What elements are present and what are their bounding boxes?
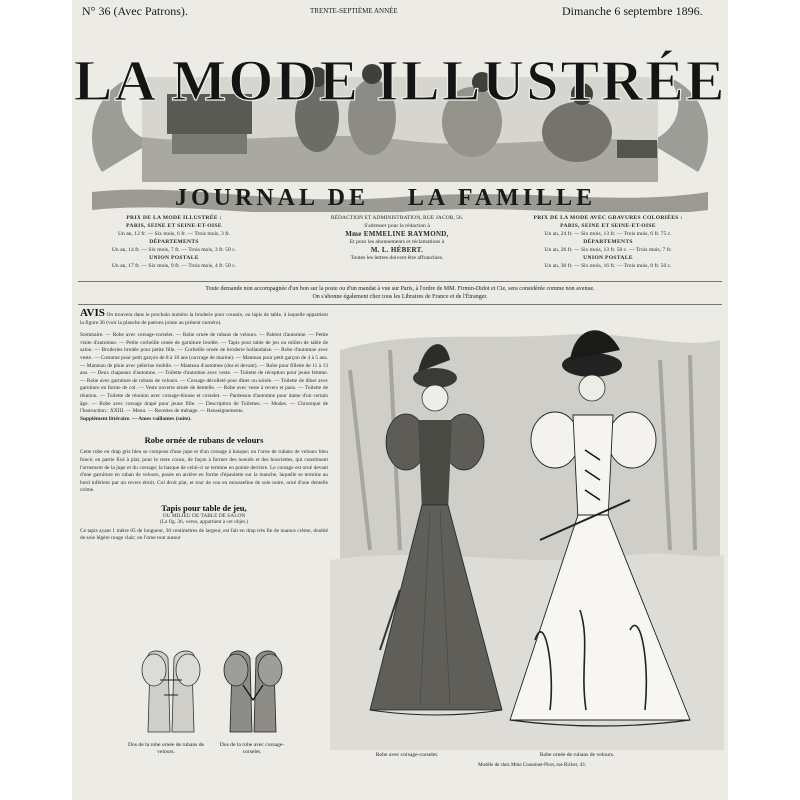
- sub-right-sub2: DÉPARTEMENTS: [583, 239, 633, 245]
- sub-left-heading: PRIX DE LA MODE ILLUSTRÉE :: [126, 215, 222, 221]
- caption-fig-left: Robe avec corsage-corselet.: [375, 752, 439, 758]
- left-column: [80, 307, 328, 543]
- caption-fig-right: Robe ornée de rubans de velours.: [539, 752, 615, 758]
- sub-right-line3: Un an, 30 fr. — Six mois, 16 fr. — Trois mois, 8 fr. 50 c.: [544, 263, 672, 269]
- sub-left-line3: Un an, 17 fr. — Six mois, 9 fr. — Trois mois, 4 fr. 50 c.: [111, 263, 237, 269]
- masthead-title: LA MODE ILLUSTRÉE: [73, 48, 727, 113]
- divider-top: [78, 281, 722, 282]
- masthead: [72, 22, 728, 212]
- issue-number: N° 36 (Avec Patrons).: [82, 4, 188, 18]
- back-view-illustrations: [130, 640, 290, 736]
- notice-line2: On s'abonne également chez tous les Libraires de France et de l'Étranger.: [312, 294, 488, 300]
- article2-ref: (La fig. 36, verso, appartient à cet objet.): [159, 518, 249, 525]
- notice-line1: Toute demande non accompagnée d'un bon sur la poste ou d'un mandat à vue sur Paris, à l'ordre de MM. Firmin-Didot et Cie, sera considérée comme non avenue.: [205, 286, 595, 292]
- issue-date: Dimanche 6 septembre 1896.: [562, 4, 703, 18]
- subscription-right: [492, 214, 724, 270]
- subscription-left: [76, 214, 272, 270]
- sub-right-heading: PRIX DE LA MODE AVEC GRAVURES COLORIÉES :: [533, 215, 683, 221]
- divider-bottom: [78, 304, 722, 305]
- masthead-subtitle-right: LA FAMILLE: [407, 185, 597, 211]
- sub-left-sub2: DÉPARTEMENTS: [149, 239, 199, 245]
- sub-right-sub1: PARIS, SEINE ET SEINE-ET-OISE: [560, 223, 656, 229]
- back-view-2: [224, 651, 282, 732]
- sub-center-line4: Et pour les abonnements et réclamations à: [349, 239, 445, 245]
- caption-back1: Dos de la robe ornée de rubans de velours.: [128, 742, 204, 755]
- article2-subtitle: OU MILIEU DE TABLE DE SALON: [162, 512, 246, 519]
- sub-center-line1: RÉDACTION ET ADMINISTRATION, RUE JACOB, 56.: [330, 215, 464, 221]
- article2-title: Tapis pour table de jeu,: [161, 502, 247, 513]
- avis-block: [80, 307, 328, 327]
- supplement-text: Supplément littéraire. — Ames vaillantes (suite).: [80, 415, 192, 422]
- fashion-plate: [330, 310, 724, 750]
- sub-right-sub3: UNION POSTALE: [583, 255, 633, 261]
- sub-left-sub3: UNION POSTALE: [149, 255, 199, 261]
- sub-left-line1: Un an, 12 fr. — Six mois, 6 fr. — Trois mois, 3 fr.: [117, 231, 231, 237]
- sub-center-line3: Mme EMMELINE RAYMOND,: [345, 230, 449, 238]
- sub-left-sub1: PARIS, SEINE ET SEINE-ET-OISE: [126, 223, 222, 229]
- sub-right-line2: Un an, 26 fr. — Six mois, 13 fr. 50 c. — Trois mois, 7 fr.: [544, 247, 672, 253]
- avis-text: On trouvera dans le prochain numéro la broderie pour coussin, ou tapis de table, à laquelle appartient la figure 36 (voir la planche de patrons jointe au présent numéro).: [80, 312, 328, 326]
- caption-credit: Modèle de chez Mme Coussinet-Pirot, rue Richer, 43.: [478, 763, 586, 768]
- sub-center-line5: M. L. HÉBERT.: [370, 246, 424, 254]
- caption-back2: Dos de la robe avec corsage-corselet.: [219, 742, 285, 755]
- sommaire-text: Sommaire. — Robe avec corsage-corselet. — Robe ornée de rubans de velours. — Paletot d'automne. — Petite visite d'automne. — Petite corbeille ornée de garniture brodée. — Tapis pour table de jeu ou milieu de table de salon. — Broderies brodée pour petite fille. — Corbeille ornée de broderie hollandaise. — Robe d'automne avec veste. — Costume pour petit garçon de 8 à 10 ans (ouvrage de marine). — Manteau pour petit garçon de 4 à 5 ans. — Manteau de pluie avec pèlerine mobile. — Manteau d'automne (dos et devant). — Robe pour fillette de 11 à 13 ans. — Deux chapeaux d'automne. — Toilette d'automne avec veste. — Toilette de réception pour jeune femme. — Robe avec garniture de rubans de velours. — Corsage décolleté pour dîner ou soirée. — Toilette de dîner avec garniture en forme de col. — Veste ouverte ornée de dentelle. — Robe avec veste à revers et pans. — Toilette de réunion. — Toilette de réunion avec corsage-blouse et corselet. — Pardessus d'automne pour dame d'un certain âge. — Robe avec corsage drapé pour jeune fille. — Description de Toilettes. — Modes. — Chronique de l'Instruction : XXIII. — Menu. — Recettes de ménage. — Renseignements.: [80, 332, 328, 415]
- sub-center-line2: S'adresser pour la rédaction à: [364, 223, 430, 229]
- avis-label: AVIS: [80, 307, 105, 319]
- article2-text: Ce tapis ayant 1 mètre 05 de longueur, 30 centimètres de largeur, est fait en drap très fin de nuance crème, doublé de soie légère rouge clair; on l'orne tout autour: [80, 527, 328, 542]
- back-view-1: [142, 651, 200, 732]
- article1-text: Cette robe en drap gris bleu se compose d'une jupe et d'un corsage à basque; on l'orne de rubans de velours bleu foncé, en partie fixé à plat, pour le reste cousu, de façon à former des noeuds et des bouclettes, qui constituent l'ornement de la jupe et du corsage; la basque de celui-ci se termine en pointe derrière. Le corsage est orné devant d'une garniture en ruban de velours, posée en arrière en forme d'épaulette sur la manche, laquelle se termine au bord inférieur par un revers étroit. Col droit plat, et tour de cou en mousseline de soie noire, orné d'une dentelle crème.: [80, 449, 328, 494]
- sub-center-line6: Toutes les lettres doivent être affranchies.: [350, 255, 444, 261]
- subscription-center: [292, 214, 502, 262]
- newspaper-page: [72, 0, 728, 800]
- year-label: TRENTE-SEPTIÈME ANNÉE: [310, 7, 398, 15]
- article1-title: Robe ornée de rubans de velours: [144, 435, 264, 446]
- sub-left-line2: Un an, 14 fr. — Six mois, 7 fr. — Trois mois, 3 fr. 50 c.: [111, 247, 237, 253]
- sub-right-line1: Un an, 24 fr. — Six mois, 13 fr. — Trois mois, 6 fr. 75 c.: [544, 231, 672, 237]
- masthead-subtitle-left: JOURNAL DE: [174, 185, 370, 211]
